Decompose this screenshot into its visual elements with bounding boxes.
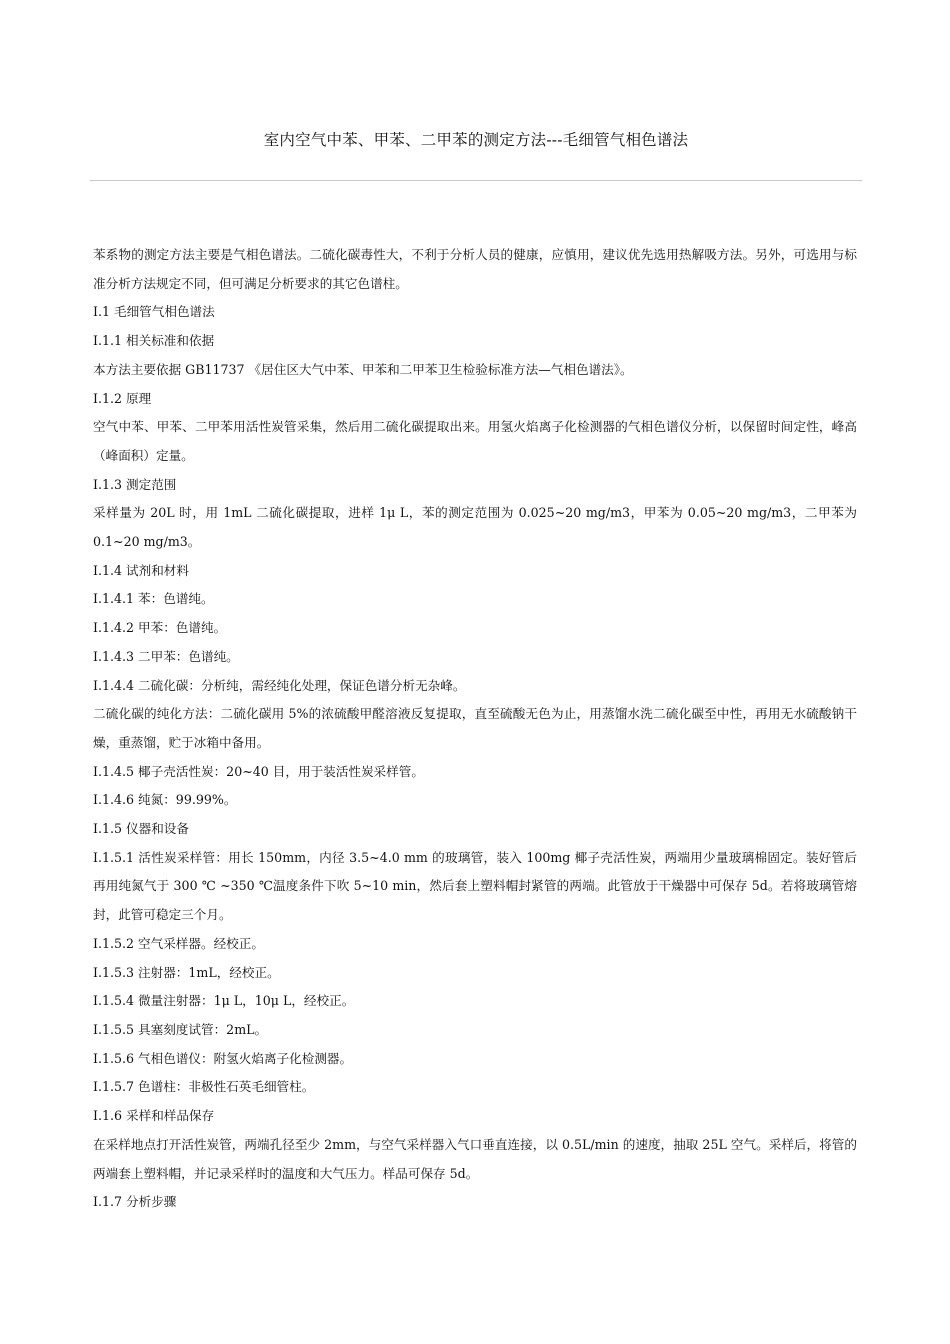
list-item: I.1.5.7 色谱柱：非极性石英毛细管柱。	[93, 1079, 315, 1095]
section-heading: I.1 毛细管气相色谱法	[93, 304, 215, 320]
page-title: 室内空气中苯、甲苯、二甲苯的测定方法---毛细管气相色谱法	[263, 131, 689, 149]
section-heading: I.1.6 采样和样品保存	[93, 1108, 215, 1124]
section-heading: I.1.4 试剂和材料	[93, 562, 189, 578]
list-item: I.1.4.4 二硫化碳：分析纯，需经纯化处理，保证色谱分析无杂峰。	[93, 677, 466, 693]
paragraph: 采样量为 20L 时，用 1mL 二硫化碳提取，进样 1μ L，苯的测定范围为 0.025~20 mg/m3，甲苯为 0.05~20 mg/m3，二甲苯为 0.1~20 mg/m3。	[93, 505, 857, 550]
section-heading: I.1.5 仪器和设备	[93, 821, 189, 837]
paragraph: 本方法主要依据 GB11737 《居住区大气中苯、甲苯和二甲苯卫生检验标准方法—气相色谱法》。	[93, 361, 633, 377]
list-item: I.1.4.5 椰子壳活性炭：20~40 目，用于装活性炭采样管。	[93, 763, 424, 779]
list-item: I.1.5.5 具塞刻度试管：2mL。	[93, 1021, 268, 1037]
list-item: I.1.5.3 注射器：1mL，经校正。	[93, 964, 280, 980]
list-item: I.1.5.1 活性炭采样管：用长 150mm，内径 3.5~4.0 mm 的玻璃管，装入 100mg 椰子壳活性炭，两端用少量玻璃棉固定。装好管后再用纯氮气于 300 ℃ ~350 ℃温度条件下吹 5~10 min，然后套上塑料帽封紧管的两端。此管放于干燥器中可保存 5d。若将玻璃管熔封，此管可稳定三个月。	[93, 849, 857, 923]
list-item: I.1.5.4 微量注射器：1μ L，10μ L，经校正。	[93, 993, 355, 1009]
document-body	[93, 241, 857, 1217]
intro-paragraph: 苯系物的测定方法主要是气相色谱法。二硫化碳毒性大，不利于分析人员的健康，应慎用，建议优先选用热解吸方法。另外，可选用与标准分析方法规定不同，但可满足分析要求的其它色谱柱。	[93, 247, 857, 291]
list-item: I.1.4.6 纯氮：99.99%。	[93, 792, 237, 808]
paragraph: 空气中苯、甲苯、二甲苯用活性炭管采集，然后用二硫化碳提取出来。用氢火焰离子化检测器的气相色谱仪分析，以保留时间定性，峰高（峰面积）定量。	[93, 419, 857, 463]
section-heading: I.1.1 相关标准和依据	[93, 333, 215, 349]
list-item: I.1.4.1 苯：色谱纯。	[93, 591, 214, 607]
list-item: I.1.5.6 气相色谱仪：附氢火焰离子化检测器。	[93, 1050, 353, 1066]
section-heading: I.1.2 原理	[93, 390, 152, 406]
list-item: I.1.4.2 甲苯：色谱纯。	[93, 620, 227, 636]
paragraph: 在采样地点打开活性炭管，两端孔径至少 2mm，与空气采样器入气口垂直连接，以 0.5L/min 的速度，抽取 25L 空气。采样后，将管的两端套上塑料帽，并记录采样时的温度和大气压力。样品可保存 5d。	[93, 1136, 857, 1181]
title-divider	[90, 180, 862, 181]
section-heading: I.1.3 测定范围	[93, 476, 177, 492]
list-item: I.1.5.2 空气采样器。经校正。	[93, 935, 264, 951]
section-heading: I.1.7 分析步骤	[93, 1194, 177, 1210]
paragraph: 二硫化碳的纯化方法：二硫化碳用 5%的浓硫酸甲醛溶液反复提取，直至硫酸无色为止，用蒸馏水洗二硫化碳至中性，再用无水硫酸钠干燥，重蒸馏，贮于冰箱中备用。	[93, 706, 857, 750]
list-item: I.1.4.3 二甲苯：色谱纯。	[93, 648, 239, 664]
